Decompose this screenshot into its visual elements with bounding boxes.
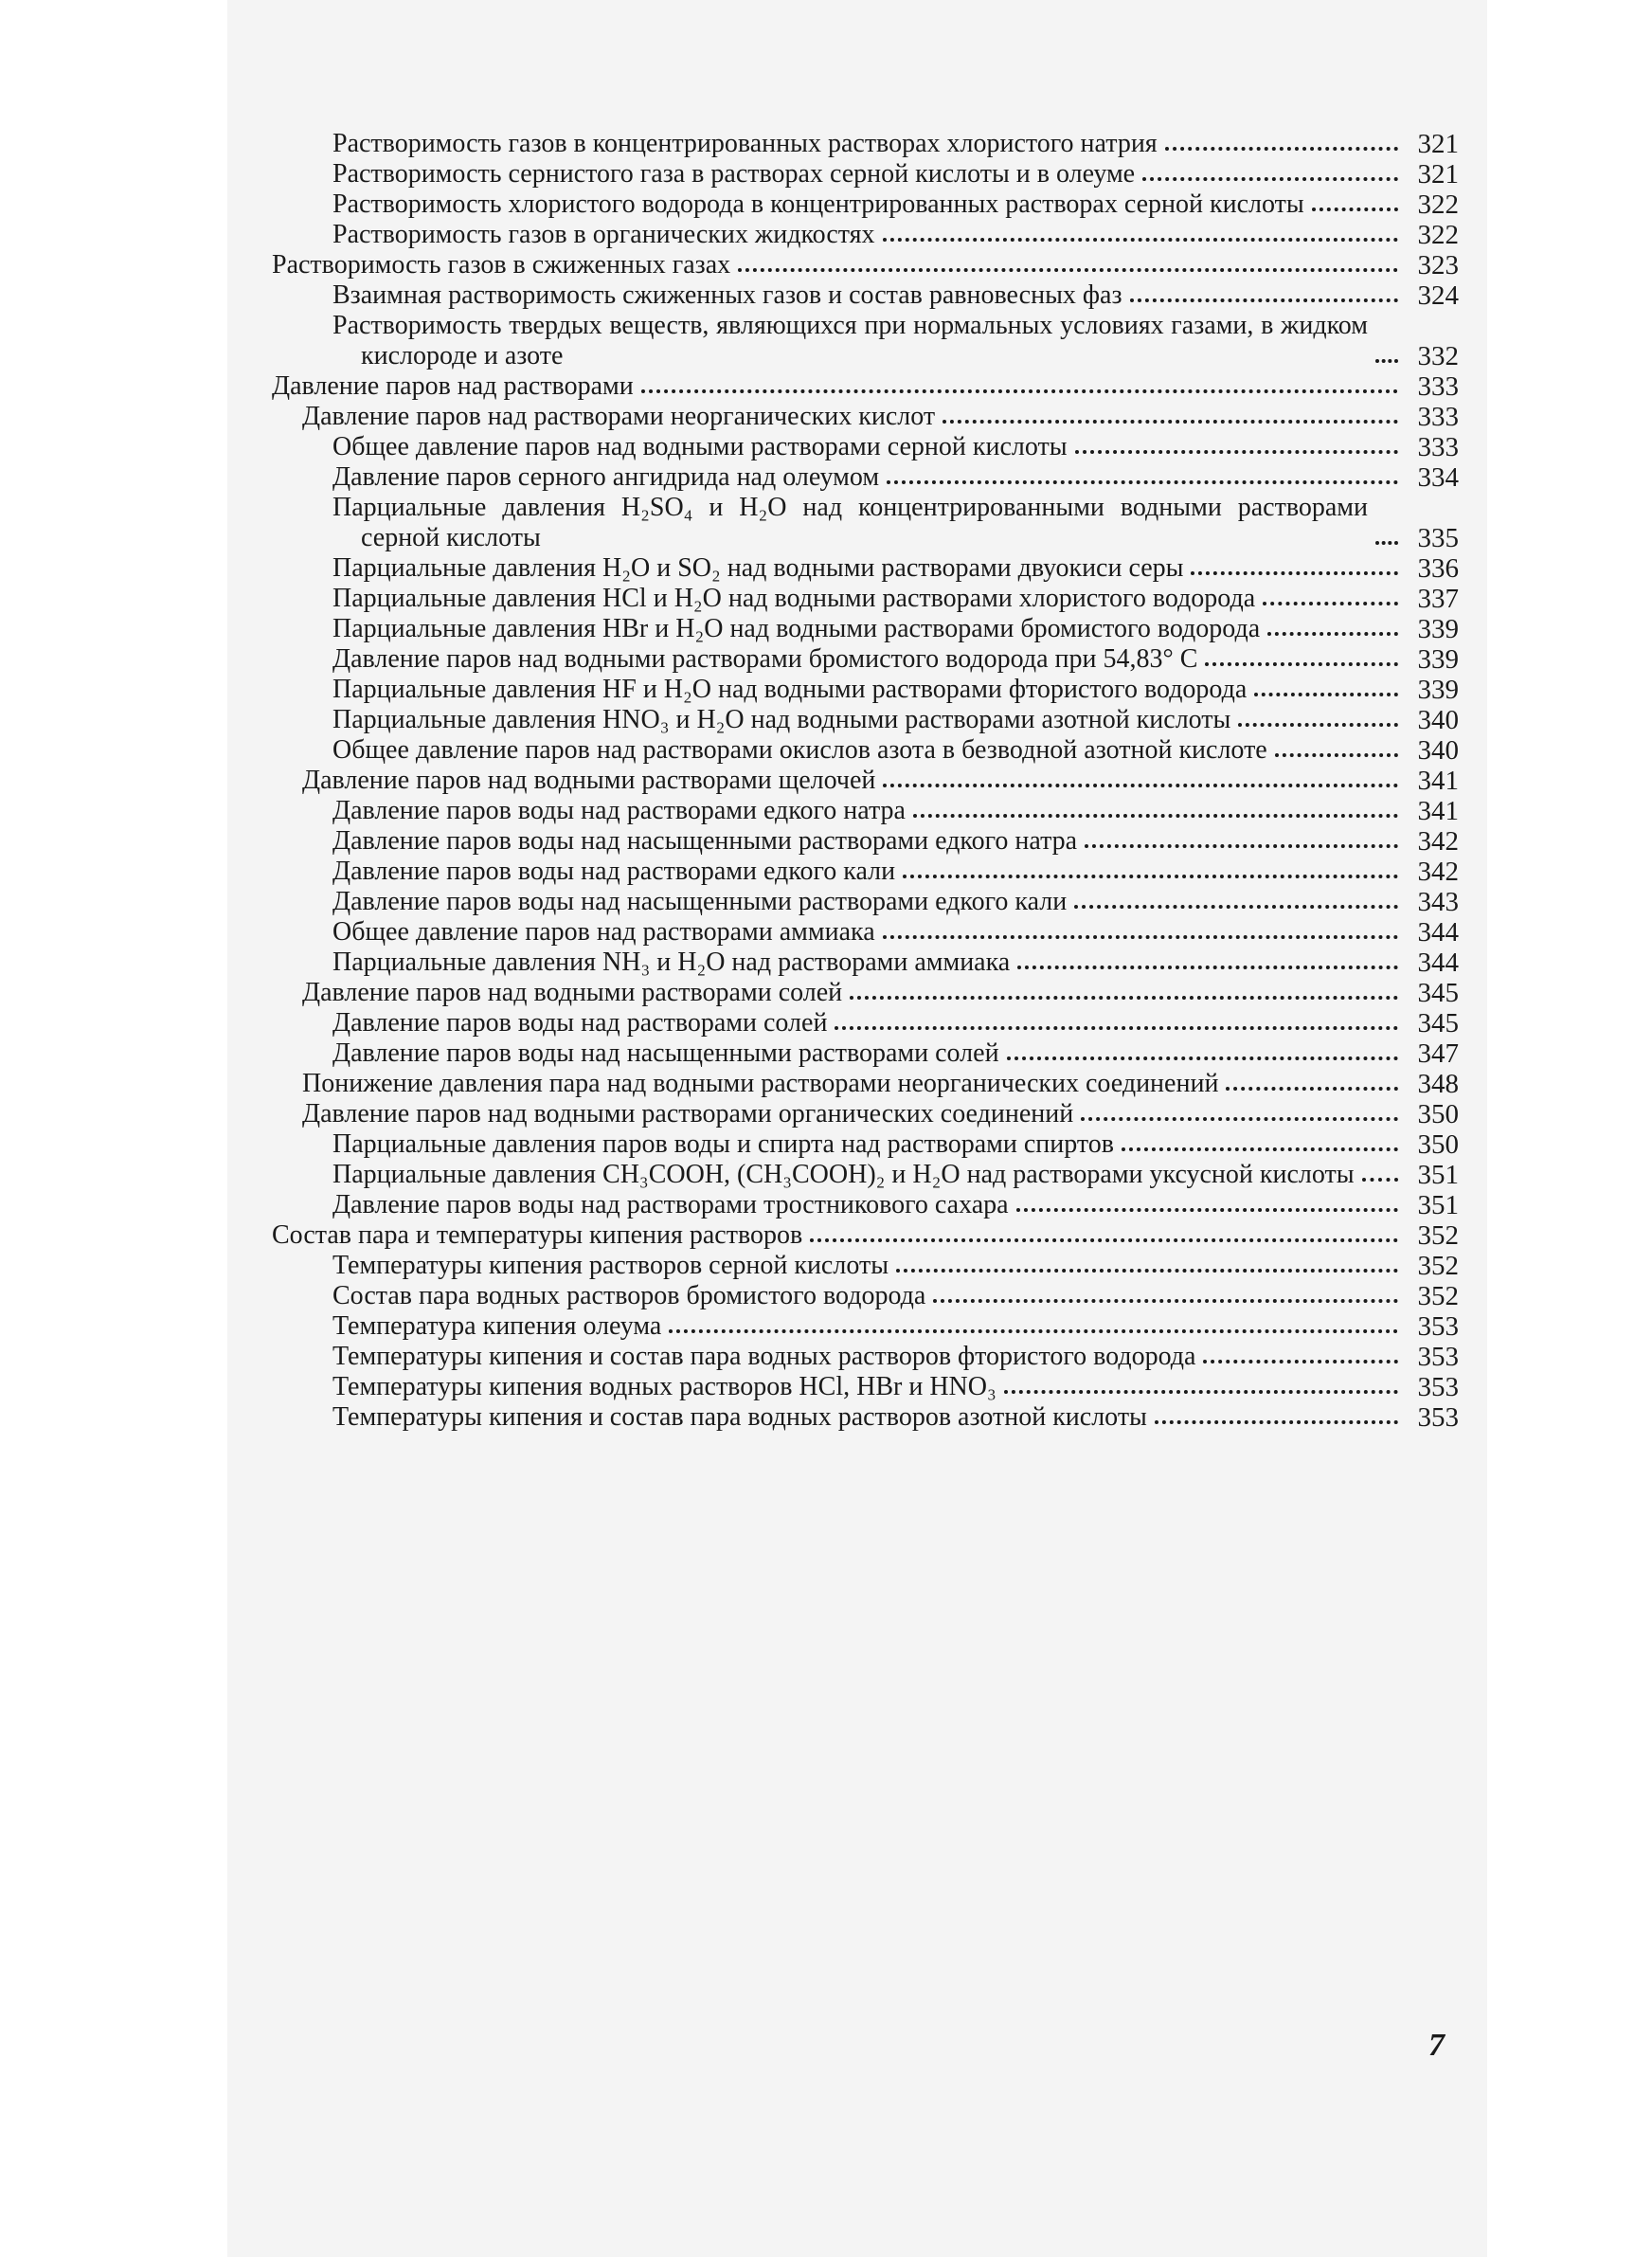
toc-entry[interactable]: [272, 705, 1459, 735]
toc-entry[interactable]: [272, 311, 1459, 371]
dot-leader: [1122, 1147, 1398, 1151]
dot-leader: [850, 995, 1398, 1000]
dot-leader: [883, 934, 1398, 939]
dot-leader: [1004, 1389, 1398, 1394]
toc-entry[interactable]: [272, 1160, 1459, 1190]
dot-leader: [1016, 1207, 1398, 1212]
toc-entry-title: Давление паров над растворами неорганических кислот: [302, 402, 936, 431]
dot-leader: [810, 1237, 1398, 1242]
toc-entry[interactable]: [272, 432, 1459, 462]
toc-entry-page: 352: [1417, 1220, 1459, 1251]
toc-entry-title: Общее давление паров над растворами окислов азота в безводной азотной кислоте: [332, 735, 1267, 765]
toc-entry-page: 345: [1417, 978, 1459, 1008]
dot-leader: [1017, 965, 1398, 969]
dot-leader: [1085, 843, 1398, 848]
toc-entry[interactable]: [272, 371, 1459, 402]
toc-entry-page: 351: [1417, 1160, 1459, 1190]
dot-leader: [1191, 570, 1398, 575]
toc-entry-title: Температуры кипения водных растворов HCl, HBr и HNO₃: [332, 1372, 997, 1401]
toc-entry-title: Общее давление паров над растворами аммиака: [332, 917, 875, 947]
toc-entry[interactable]: [272, 887, 1459, 917]
dot-leader: [1375, 358, 1398, 363]
toc-entry[interactable]: [272, 129, 1459, 159]
toc-entry-title: Парциальные давления HCl и H₂O над водными растворами хлористого водорода: [332, 584, 1256, 613]
toc-entry-title: Давление паров воды над растворами тростникового сахара: [332, 1190, 1009, 1219]
toc-entry-title: Давление паров воды над растворами едкого натра: [332, 796, 906, 825]
toc-entry[interactable]: [272, 826, 1459, 857]
toc-entry[interactable]: [272, 1129, 1459, 1160]
dot-leader: [913, 813, 1398, 818]
toc-entry[interactable]: [272, 1220, 1459, 1251]
toc-entry[interactable]: [272, 735, 1459, 766]
toc-entry-page: 353: [1417, 1402, 1459, 1433]
dot-leader: [903, 874, 1398, 878]
dot-leader: [1075, 449, 1398, 454]
page-number: 7: [1428, 2028, 1445, 2063]
toc-entry-page: 350: [1417, 1099, 1459, 1129]
toc-entry-page: 345: [1417, 1008, 1459, 1038]
toc-entry-page: 336: [1417, 553, 1459, 584]
toc-entry-page: 337: [1417, 584, 1459, 614]
dot-leader: [933, 1298, 1398, 1303]
toc-entry-title: Растворимость хлористого водорода в концентрированных растворах серной кислоты: [332, 190, 1304, 219]
dot-leader: [943, 419, 1398, 424]
toc-entry[interactable]: [272, 796, 1459, 826]
toc-entry[interactable]: [272, 462, 1459, 493]
toc-entry-page: 342: [1417, 826, 1459, 857]
toc-entry[interactable]: [272, 1402, 1459, 1433]
toc-entry-title: Температуры кипения и состав пара водных растворов фтористого водорода: [332, 1342, 1196, 1371]
toc-entry[interactable]: [272, 190, 1459, 220]
dot-leader: [1312, 207, 1398, 211]
dot-leader: [1155, 1419, 1398, 1424]
toc-entry-page: 333: [1417, 402, 1459, 432]
toc-entry-page: 347: [1417, 1038, 1459, 1069]
toc-entry-title: Давление паров воды над растворами солей: [332, 1008, 828, 1038]
dot-leader: [887, 479, 1398, 484]
toc-entry-title: Давление паров над растворами: [272, 371, 634, 401]
toc-entry-page: 340: [1417, 705, 1459, 735]
toc-entry-title: Парциальные давления HNO₃ и H₂O над водными растворами азотной кислоты: [332, 705, 1231, 734]
toc-entry[interactable]: [272, 1099, 1459, 1129]
toc-entry-title: Растворимость сернистого газа в растворах серной кислоты и в олеуме: [332, 159, 1136, 189]
toc-entry-page: 321: [1417, 159, 1459, 190]
toc-entry[interactable]: [272, 250, 1459, 280]
dot-leader: [1226, 1086, 1398, 1091]
toc-entry-page: 348: [1417, 1069, 1459, 1099]
dot-leader: [1074, 904, 1398, 909]
dot-leader: [641, 388, 1398, 393]
dot-leader: [1375, 540, 1398, 545]
toc-entry-page: 343: [1417, 887, 1459, 917]
dot-leader: [883, 237, 1398, 242]
toc-entry-title: Парциальные давления HBr и H₂O над водными растворами бромистого водорода: [332, 614, 1261, 643]
toc-entry-page: 350: [1417, 1129, 1459, 1160]
table-of-contents: [272, 129, 1459, 1433]
toc-entry-page: 342: [1417, 857, 1459, 887]
toc-entry-page: 344: [1417, 948, 1459, 978]
dot-leader: [1254, 692, 1398, 696]
toc-entry[interactable]: [272, 978, 1459, 1008]
dot-leader: [1081, 1116, 1398, 1121]
toc-entry-page: 333: [1417, 432, 1459, 462]
toc-entry-page: 353: [1417, 1372, 1459, 1402]
dot-leader: [896, 1268, 1398, 1273]
toc-entry-page: 339: [1417, 675, 1459, 705]
toc-entry[interactable]: [272, 1069, 1459, 1099]
toc-entry[interactable]: [272, 584, 1459, 614]
toc-entry-title: Взаимная растворимость сжиженных газов и состав равновесных фаз: [332, 280, 1122, 310]
toc-entry[interactable]: [272, 553, 1459, 584]
dot-leader: [1205, 661, 1398, 666]
dot-leader: [1165, 146, 1398, 151]
toc-entry-page: 321: [1417, 129, 1459, 159]
toc-entry-page: 344: [1417, 917, 1459, 948]
toc-entry-page: 322: [1417, 190, 1459, 220]
toc-entry-title: Давление паров над водными растворами солей: [302, 978, 843, 1007]
toc-entry-page: 352: [1417, 1251, 1459, 1281]
toc-entry-page: 339: [1417, 644, 1459, 675]
toc-entry-title: Парциальные давления NH₃ и H₂O над растворами аммиака: [332, 948, 1011, 977]
toc-entry-title: Давление паров воды над насыщенными растворами солей: [332, 1038, 999, 1068]
dot-leader: [883, 783, 1398, 787]
dot-leader: [1007, 1056, 1398, 1060]
toc-entry-page: 324: [1417, 280, 1459, 311]
toc-entry-title: Растворимость газов в сжиженных газах: [272, 250, 731, 280]
toc-entry-title: Давление паров над водными растворами бромистого водорода при 54,83° C: [332, 644, 1198, 674]
toc-entry-title: Давление паров воды над насыщенными растворами едкого натра: [332, 826, 1078, 856]
toc-entry-page: 352: [1417, 1281, 1459, 1311]
toc-entry-page: 334: [1417, 462, 1459, 493]
toc-entry[interactable]: [272, 1311, 1459, 1342]
toc-entry-page: 351: [1417, 1190, 1459, 1220]
toc-entry-title: Давление паров воды над насыщенными растворами едкого кали: [332, 887, 1068, 916]
toc-entry[interactable]: [272, 857, 1459, 887]
toc-entry[interactable]: [272, 1342, 1459, 1372]
toc-entry[interactable]: [272, 159, 1459, 190]
dot-leader: [1203, 1359, 1398, 1363]
toc-entry-title: Состав пара водных растворов бромистого водорода: [332, 1281, 926, 1310]
toc-entry[interactable]: [272, 1372, 1459, 1402]
toc-entry[interactable]: [272, 1038, 1459, 1069]
toc-entry-title: Температура кипения олеума: [332, 1311, 662, 1341]
toc-entry-title: Понижение давления пара над водными растворами неорганических соединений: [302, 1069, 1219, 1098]
toc-entry-title: Состав пара и температуры кипения растворов: [272, 1220, 803, 1250]
toc-entry[interactable]: [272, 280, 1459, 311]
dot-leader: [1267, 631, 1398, 636]
toc-entry-title: Парциальные давления паров воды и спирта над растворами спиртов: [332, 1129, 1114, 1159]
toc-entry-title: Давление паров над водными растворами щелочей: [302, 766, 876, 795]
toc-entry-title: Растворимость газов в концентрированных растворах хлористого натрия: [332, 129, 1158, 158]
toc-entry[interactable]: [272, 1190, 1459, 1220]
toc-entry[interactable]: [272, 766, 1459, 796]
dot-leader: [835, 1025, 1398, 1030]
dot-leader: [1142, 176, 1398, 181]
dot-leader: [1263, 601, 1398, 605]
toc-entry-title: Температуры кипения растворов серной кислоты: [332, 1251, 889, 1280]
toc-entry-title: Парциальные давления HF и H₂O над водными растворами фтористого водорода: [332, 675, 1248, 704]
toc-entry-title: Температуры кипения и состав пара водных растворов азотной кислоты: [332, 1402, 1147, 1432]
toc-entry-title: Парциальные давления CH₃COOH, (CH₃COOH)₂ и H₂O над растворами уксусной кислоты: [332, 1160, 1355, 1189]
toc-entry-title: Растворимость газов в органических жидкостях: [332, 220, 875, 249]
toc-entry[interactable]: [272, 1251, 1459, 1281]
toc-entry-title: Растворимость твердых веществ, являющихся при нормальных условиях газами, в жидком кислороде и азоте: [332, 311, 1368, 370]
toc-entry-page: 332: [1417, 341, 1459, 371]
dot-leader: [1238, 722, 1398, 727]
dot-leader: [738, 267, 1398, 272]
toc-entry-page: 335: [1417, 523, 1459, 553]
dot-leader: [1362, 1177, 1398, 1182]
toc-entry-title: Общее давление паров над водными растворами серной кислоты: [332, 432, 1068, 461]
toc-entry-title: Давление паров воды над растворами едкого кали: [332, 857, 896, 886]
toc-entry-page: 340: [1417, 735, 1459, 766]
toc-entry[interactable]: [272, 1281, 1459, 1311]
toc-entry-page: 323: [1417, 250, 1459, 280]
toc-entry[interactable]: [272, 220, 1459, 250]
toc-entry-title: Давление паров серного ангидрида над олеумом: [332, 462, 880, 492]
dot-leader: [1275, 752, 1398, 757]
dot-leader: [1130, 298, 1398, 302]
toc-entry[interactable]: [272, 493, 1459, 553]
toc-entry[interactable]: [272, 614, 1459, 644]
toc-entry[interactable]: [272, 402, 1459, 432]
toc-entry-title: Давление паров над водными растворами органических соединений: [302, 1099, 1074, 1128]
toc-entry[interactable]: [272, 675, 1459, 705]
toc-entry-page: 353: [1417, 1311, 1459, 1342]
toc-entry-page: 353: [1417, 1342, 1459, 1372]
toc-entry[interactable]: [272, 1008, 1459, 1038]
toc-entry[interactable]: [272, 644, 1459, 675]
toc-entry-page: 333: [1417, 371, 1459, 402]
toc-entry-page: 341: [1417, 796, 1459, 826]
toc-entry-title: Парциальные давления H₂O и SO₂ над водными растворами двуокиси серы: [332, 553, 1184, 583]
toc-entry-page: 339: [1417, 614, 1459, 644]
toc-entry[interactable]: [272, 917, 1459, 948]
toc-entry-title: Парциальные давления H₂SO₄ и H₂O над концентрированными водными растворами серной кислоты: [332, 493, 1368, 552]
toc-entry[interactable]: [272, 948, 1459, 978]
toc-entry-page: 341: [1417, 766, 1459, 796]
dot-leader: [669, 1328, 1398, 1333]
toc-entry-page: 322: [1417, 220, 1459, 250]
